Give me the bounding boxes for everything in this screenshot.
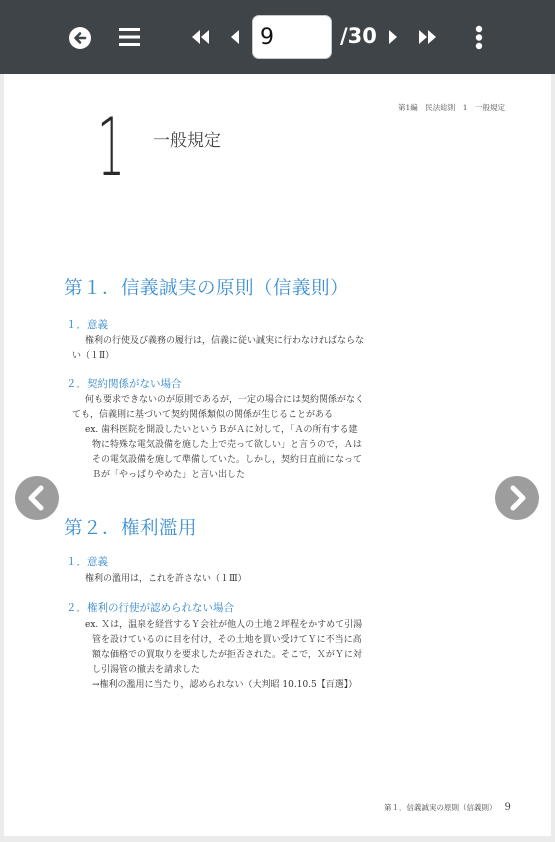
example-line: Ｂが「やっぱりやめた」と言い出した [92, 470, 246, 480]
chevron-right-icon [495, 476, 539, 520]
running-footer-title: 第１．信義誠実の原則（信義則） [384, 803, 497, 812]
section-2-subheading-2: ２．権利の行使が認められない場合 [66, 602, 234, 614]
example-line: 額な価格での買取りを要求したが拒否された。そこで，ＸがＹに対 [92, 650, 362, 660]
next-page-button[interactable] [495, 476, 539, 520]
body-line: い（１Ⅱ） [72, 351, 115, 361]
section-1-subheading-1: １．意義 [66, 319, 108, 331]
example-line: その電気設備を施して準備していた。しかし，契約日直前になって [92, 455, 363, 465]
previous-page-icon[interactable] [230, 30, 240, 44]
body-line: ても，信義則に基づいて契約関係類似の関係が生じることがある [72, 410, 334, 420]
page-number-input[interactable] [252, 15, 332, 59]
next-page-icon[interactable] [388, 30, 398, 44]
toolbar [0, 0, 555, 74]
example-line: →権利の濫用に当たり，認められない（大判昭 10.10.5【百選】） [92, 680, 358, 690]
section-2-title: 第２．権利濫用 [64, 518, 198, 539]
first-page-icon[interactable] [190, 30, 210, 44]
example-line: 物に特殊な電気設備を施した上で売って欲しい」と言うので，Ａは [92, 440, 362, 450]
more-options-icon[interactable] [475, 25, 483, 50]
body-line: 何も要求できないのが原則であるが，一定の場合には契約関係がなく [85, 395, 365, 405]
chevron-left-icon [15, 476, 59, 520]
running-header: 第1編 民法総則 1 一般規定 [398, 103, 506, 112]
section-2-subheading-1: １．意義 [66, 556, 108, 568]
chapter-number: 1 [97, 101, 125, 194]
previous-page-button[interactable] [15, 476, 59, 520]
section-1-title: 第１．信義誠実の原則（信義則） [64, 278, 350, 299]
page-number: 9 [504, 802, 511, 813]
example-line: ex. Ｘは，温泉を経営するＹ会社が他人の土地２坪程をかすめて引湯 [85, 620, 363, 630]
example-line: し引湯管の撤去を請求した [92, 665, 201, 675]
total-pages-label: /30 [340, 24, 377, 48]
last-page-icon[interactable] [418, 30, 438, 44]
example-line: ex. 歯科医院を開設したいというＢがＡに対して，「Ａの所有する建 [85, 425, 358, 435]
running-footer [384, 802, 511, 813]
body-line: 権利の行使及び義務の履行は，信義に従い誠実に行わなければならな [85, 336, 365, 346]
body-line: 権利の濫用は，これを許さない（１Ⅲ） [85, 574, 247, 584]
back-icon[interactable] [69, 27, 91, 49]
section-1-subheading-2: ２．契約関係がない場合 [66, 378, 182, 390]
chapter-title: 一般規定 [153, 131, 221, 151]
menu-icon[interactable] [119, 28, 140, 46]
example-line: 管を設けているのに目を付け，その土地を買い受けてＹに不当に高 [92, 635, 362, 645]
